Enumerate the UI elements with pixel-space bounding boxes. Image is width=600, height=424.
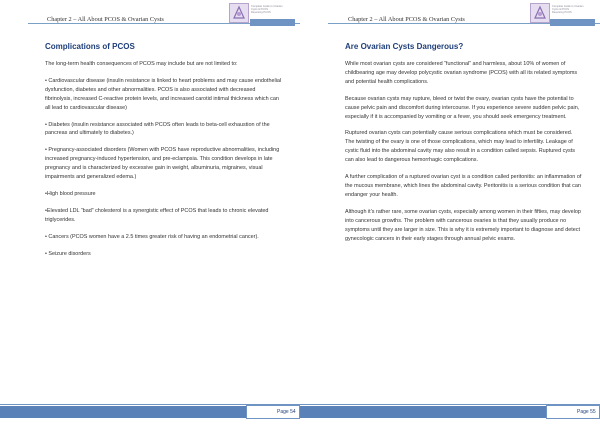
bullet-item: • Cardiovascular disease (insulin resistance is linked to heart problems and may cause endothelial dysfunction, diabetes and other abnormalities. PCOS is also associated with decreased fibrinolysis, increased C-reactive protein levels, and increased carotid intimal thickness which can all lead to cardiovascular disease) — [45, 77, 282, 111]
bullet-item: • Pregnancy-associated disorders (Women with PCOS have reproductive abnormalities, including increased pregnancy-induced hypertension, and pre-eclampsia. This condition develops in late pregnancy and is characterized by excessive gain in weight, albuminuria, migraines, visual impairments and generalized edema.) — [45, 147, 280, 181]
paragraph: Because ovarian cysts may rupture, bleed or twist the ovary, ovarian cysts have the potential to cause pelvic pain and discomfort during intercourse. If you experience severe sudden pelvic pain, especially if it is accompanied by vomiting or a fever, you should seek emergency treatment. — [345, 95, 580, 120]
book-logo-icon — [530, 3, 550, 23]
chapter-header: Chapter 2 – All About PCOS & Ovarian Cysts — [47, 16, 164, 23]
header-page-number: 55 — [583, 39, 589, 44]
paragraph: Although it's rather rare, some ovarian cysts, especially among women in their fifties, may develop into cancerous growths. The problem with cancerous ovaries is that they usually produce no symptoms until they are larger in size. This is why it is extremely important to diagnose and detect gynecologic cancers in their early stages through annual pelvic exams. — [345, 208, 581, 242]
bullet-item: •Elevated LDL “bad” cholesterol is a synergistic effect of PCOS that leads to chronic elevated triglycerides. — [45, 207, 269, 223]
bullet-item: • Cancers (PCOS women have a 2.5 times greater risk of having an endometrial cancer). — [45, 233, 259, 240]
bullet-item: • Seizure disorders — [45, 250, 91, 257]
paragraph: While most ovarian cysts are considered “functional” and harmless, about 10% of women of childbearing age may develop polycystic ovarian syndrome (PCOS) with all its related symptoms and potential health complications. — [345, 61, 578, 85]
page-content — [345, 42, 582, 251]
right-page — [300, 0, 600, 424]
logo-text: Complete Guide to Ovarian Cysts & PCOS Reversing PCOS — [251, 5, 283, 15]
paragraph: The long-term health consequences of PCOS may include but are not limited to: — [45, 61, 238, 67]
footer-page-number: 55 — [590, 409, 596, 415]
footer-page-box — [546, 405, 600, 419]
section-heading: Are Ovarian Cysts Dangerous? — [345, 42, 464, 51]
header-page-tab — [250, 19, 295, 44]
footer-page-number: 54 — [290, 409, 296, 415]
bullet-item: •High blood pressure — [45, 190, 96, 197]
chapter-header: Chapter 2 – All About PCOS & Ovarian Cysts — [348, 16, 465, 23]
section-heading: Complications of PCOS — [45, 42, 135, 51]
paragraph: Ruptured ovarian cysts can potentially cause serious complications which must be considered. The twisting of the ovary is one of those complications, which may lead to infertility. Leakage of cystic fluid into the abdominal cavity may also result in a condition called sepsis. Ruptured cysts can also lead to dangerous hemorrhagic complications. — [345, 130, 575, 164]
paragraph: A further complication of a ruptured ovarian cyst is a condition called peritonitis: an inflammation of the mucous membrane, which lines the abdominal cavity. Peritonitis is a serious condition that can endanger your health. — [345, 174, 582, 198]
header-page-tab — [550, 19, 595, 44]
header-page-number: 54 — [283, 39, 289, 44]
bullet-item: • Diabetes (insulin resistance associated with PCOS often leads to beta-cell exhaustion of the pancreas and ultimately to diabetes.) — [45, 121, 270, 137]
footer-page-label: Page — [577, 409, 589, 415]
page-content — [45, 42, 282, 267]
footer-page-label: Page — [277, 409, 289, 415]
footer-page-box — [246, 405, 300, 419]
book-logo-icon — [229, 3, 249, 23]
logo-text: Complete Guide to Ovarian Cysts & PCOS Reversing PCOS — [552, 5, 584, 15]
